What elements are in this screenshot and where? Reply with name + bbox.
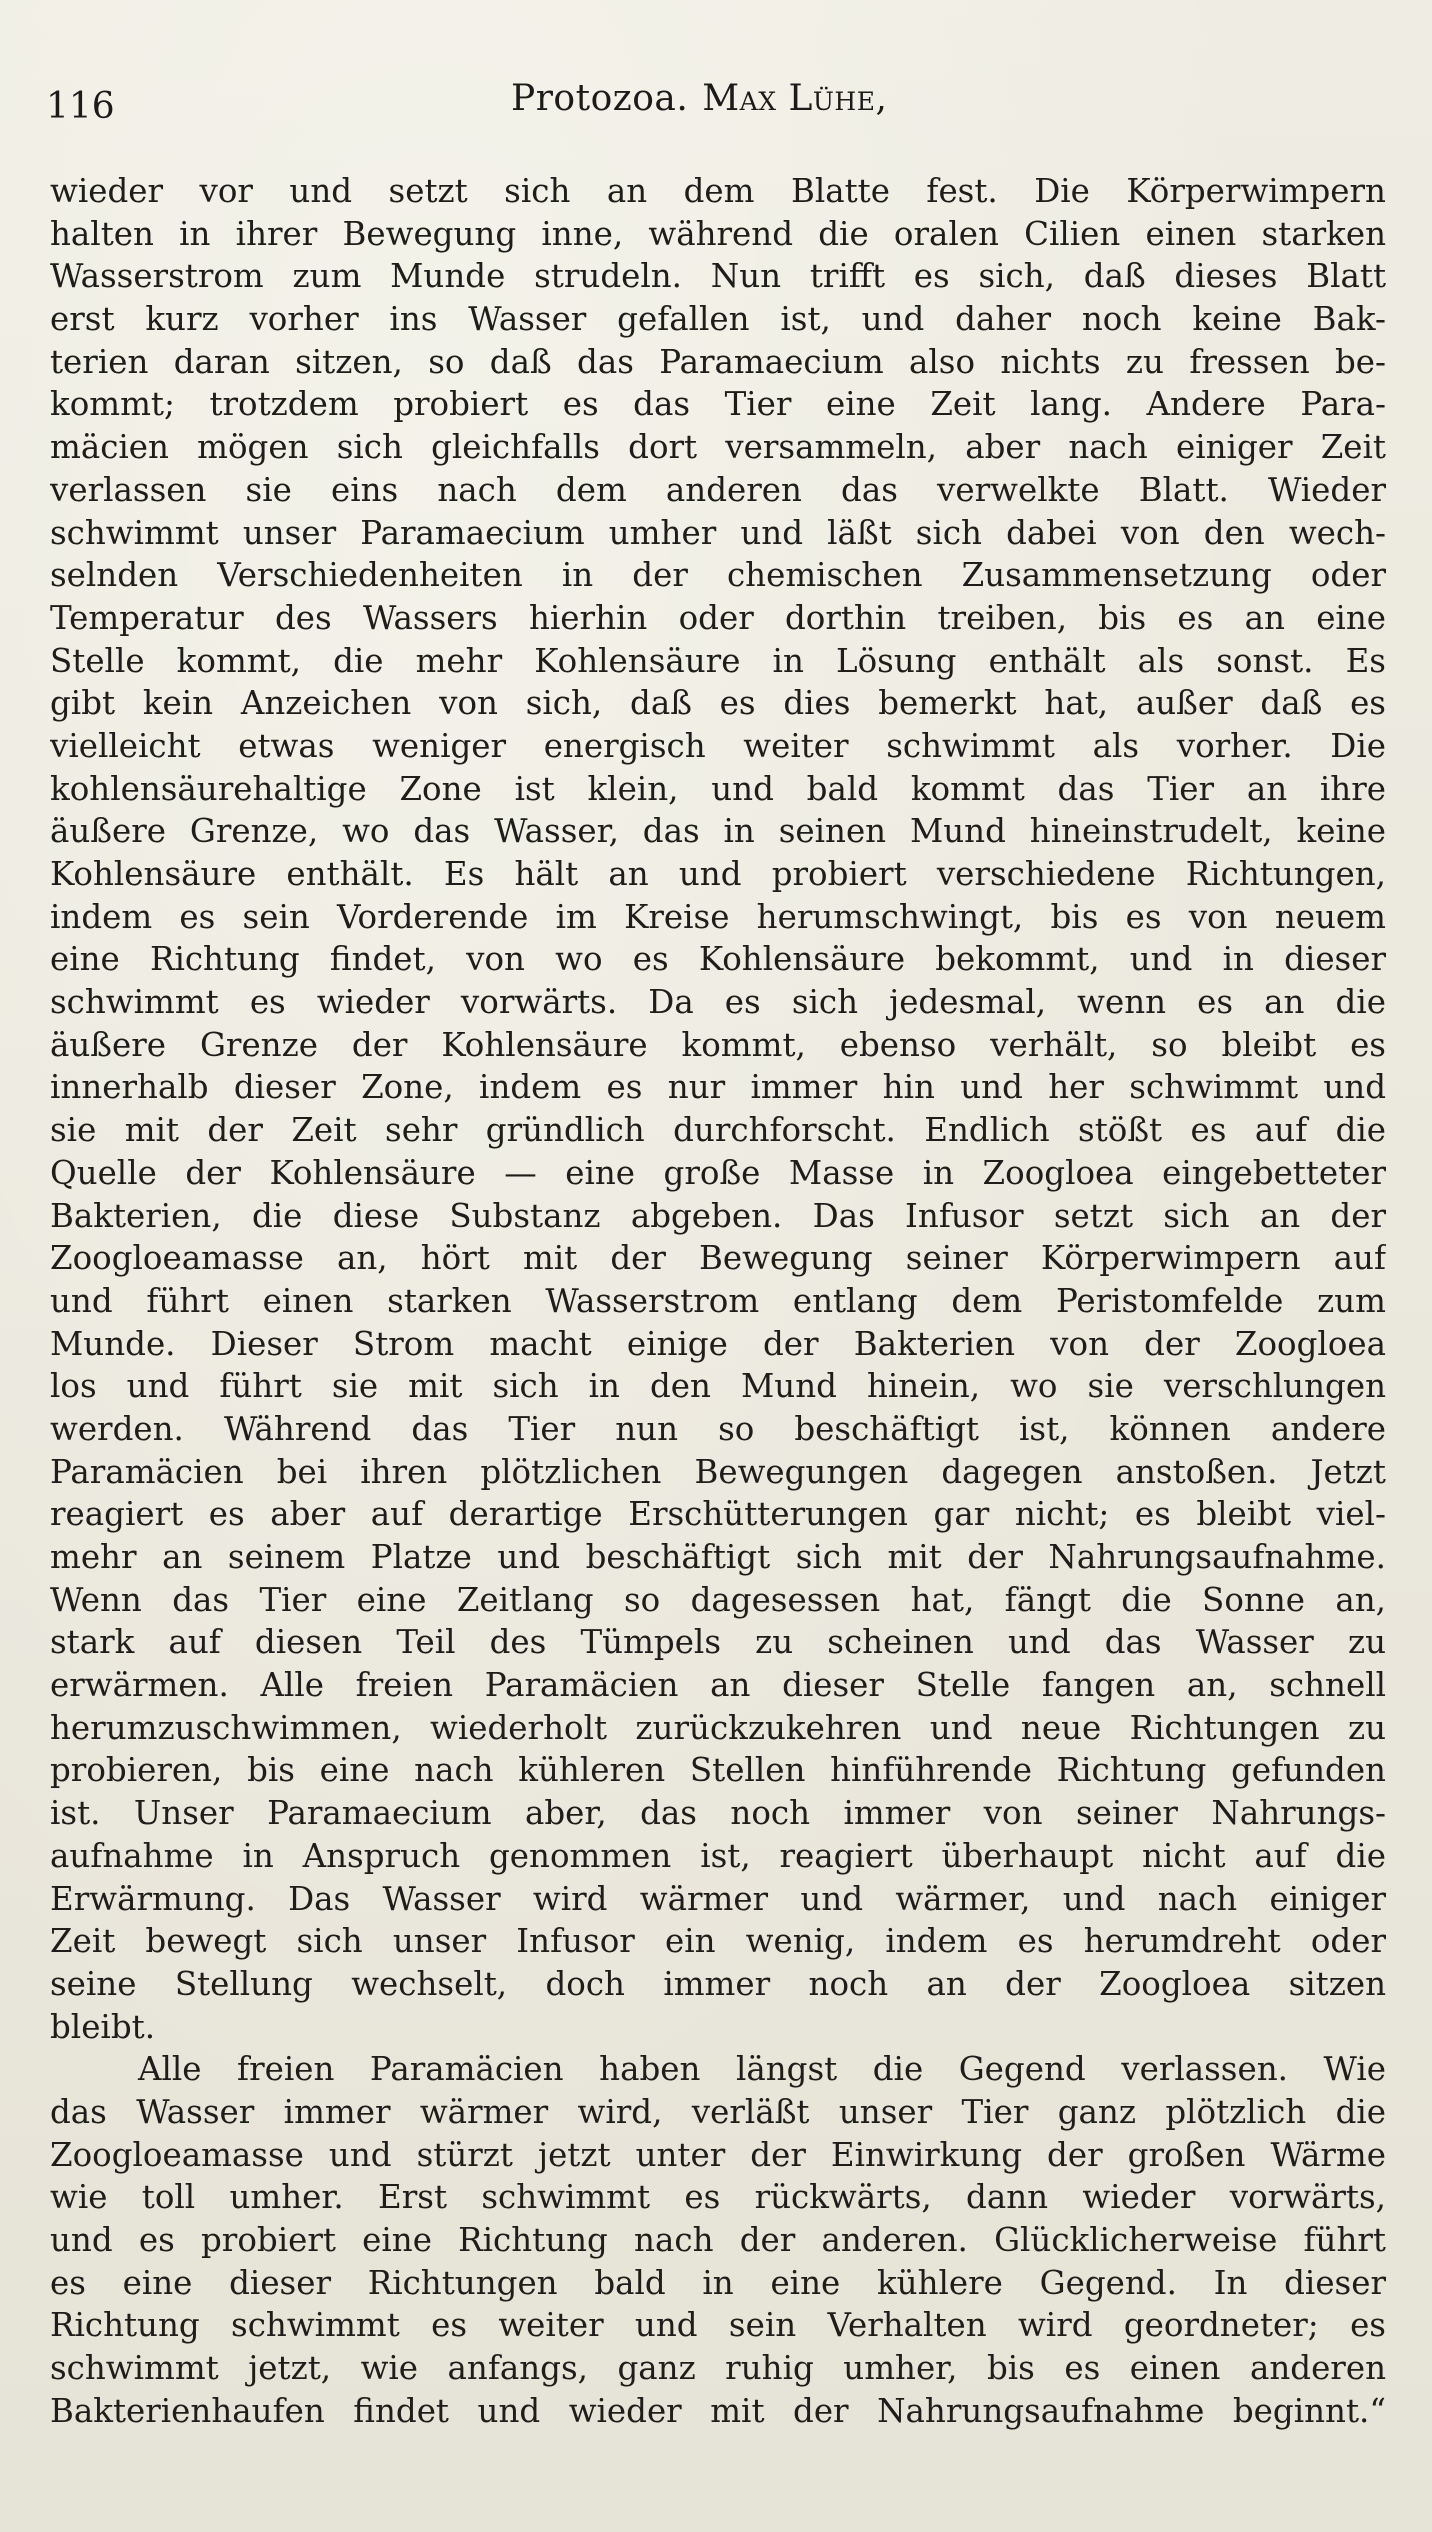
text-line: Quelle der Kohlensäure — eine große Masse in Zoogloea eingebetteter [50, 1153, 1386, 1192]
text-line: Stelle kommt, die mehr Kohlensäure in Lösung enthält als sonst. Es [50, 641, 1386, 680]
text-line: es eine dieser Richtungen bald in eine kühlere Gegend. In dieser [50, 2263, 1386, 2302]
text-line: Bakterien, die diese Substanz abgeben. Das Infusor setzt sich an der [50, 1196, 1386, 1235]
text-line: werden. Während das Tier nun so beschäftigt ist, können andere [50, 1409, 1386, 1448]
text-line: erwärmen. Alle freien Paramäcien an dieser Stelle fangen an, schnell [50, 1666, 1386, 1705]
text-line: kommt; trotzdem probiert es das Tier eine Zeit lang. Andere Para- [50, 385, 1386, 424]
text-line: sie mit der Zeit sehr gründlich durchforscht. Endlich stößt es auf die [50, 1111, 1386, 1150]
text-line: Alle freien Paramäcien haben längst die Gegend verlassen. Wie [138, 2050, 1386, 2089]
text-line: indem es sein Vorderende im Kreise herumschwingt, bis es von neuem [50, 897, 1386, 936]
text-line: Bakterienhaufen findet und wieder mit der Nahrungsaufnahme beginnt.“ [50, 2391, 1386, 2430]
text-line: äußere Grenze der Kohlensäure kommt, ebenso verhält, so bleibt es [50, 1025, 1386, 1064]
text-line: Paramäcien bei ihren plötzlichen Bewegungen dagegen anstoßen. Jetzt [50, 1452, 1386, 1491]
text-line: gibt kein Anzeichen von sich, daß es dies bemerkt hat, außer daß es [50, 684, 1386, 723]
text-line: erst kurz vorher ins Wasser gefallen ist, und daher noch keine Bak- [50, 300, 1386, 339]
running-head [511, 78, 887, 119]
text-line: Zeit bewegt sich unser Infusor ein wenig, indem es herumdreht oder [50, 1922, 1386, 1961]
text-line: und führt einen starken Wasserstrom entlang dem Peristomfelde zum [50, 1281, 1386, 1320]
text-line: Temperatur des Wassers hierhin oder dorthin treiben, bis es an eine [50, 598, 1386, 637]
text-line: Wasserstrom zum Munde strudeln. Nun trifft es sich, daß dieses Blatt [50, 257, 1386, 296]
text-line: Kohlensäure enthält. Es hält an und probiert verschiedene Richtungen, [50, 855, 1386, 893]
running-head-title: Protozoa. [511, 78, 689, 119]
text-line: Munde. Dieser Strom macht einige der Bakterien von der Zoogloea [50, 1324, 1386, 1363]
text-line: los und führt sie mit sich in den Mund hinein, wo sie verschlungen [50, 1367, 1386, 1406]
page-header [46, 78, 1386, 138]
text-line: Richtung schwimmt es weiter und sein Verhalten wird geordneter; es [50, 2306, 1386, 2345]
text-line: bleibt. [50, 2007, 156, 2046]
text-line: äußere Grenze, wo das Wasser, das in seinen Mund hineinstrudelt, keine [50, 812, 1386, 851]
text-line: selnden Verschiedenheiten in der chemischen Zusammensetzung oder [50, 556, 1386, 595]
text-line: verlassen sie eins nach dem anderen das verwelkte Blatt. Wieder [50, 470, 1386, 509]
paragraph-2 [50, 2048, 1386, 2432]
text-line: probieren, bis eine nach kühleren Stellen hinführende Richtung gefunden [50, 1751, 1386, 1790]
text-line: ist. Unser Paramaecium aber, das noch immer von seiner Nahrungs- [50, 1794, 1386, 1833]
text-line: Wenn das Tier eine Zeitlang so dagesessen hat, fängt die Sonne an, [50, 1580, 1386, 1619]
text-line: terien daran sitzen, so daß das Paramaecium also nichts zu fressen be- [50, 342, 1386, 381]
text-line: mehr an seinem Platze und beschäftigt sich mit der Nahrungsaufnahme. [50, 1538, 1386, 1576]
running-head-author: Max Lühe, [702, 78, 888, 119]
text-line: eine Richtung findet, von wo es Kohlensäure bekommt, und in dieser [50, 940, 1386, 979]
text-line: aufnahme in Anspruch genommen ist, reagiert überhaupt nicht auf die [50, 1836, 1386, 1875]
text-line: das Wasser immer wärmer wird, verläßt unser Tier ganz plötzlich die [50, 2092, 1386, 2131]
text-line: innerhalb dieser Zone, indem es nur immer hin und her schwimmt und [50, 1068, 1386, 1107]
body-text [50, 170, 1386, 2432]
text-line: kohlensäurehaltige Zone ist klein, und bald kommt das Tier an ihre [50, 769, 1386, 808]
text-line: mäcien mögen sich gleichfalls dort versammeln, aber nach einiger Zeit [50, 428, 1386, 467]
text-line: vielleicht etwas weniger energisch weiter schwimmt als vorher. Die [50, 726, 1386, 765]
text-line: und es probiert eine Richtung nach der anderen. Glücklicherweise führt [50, 2221, 1386, 2259]
text-line: halten in ihrer Bewegung inne, während die oralen Cilien einen starken [50, 214, 1386, 253]
page-number: 116 [46, 86, 115, 127]
text-line: Zoogloeamasse und stürzt jetzt unter der Einwirkung der großen Wärme [50, 2135, 1386, 2174]
text-line: stark auf diesen Teil des Tümpels zu scheinen und das Wasser zu [50, 1623, 1386, 1662]
text-line: wieder vor und setzt sich an dem Blatte fest. Die Körperwimpern [50, 172, 1386, 210]
text-line: seine Stellung wechselt, doch immer noch an der Zoogloea sitzen [50, 1964, 1386, 2003]
text-line: Erwärmung. Das Wasser wird wärmer und wärmer, und nach einiger [50, 1879, 1386, 1918]
text-line: wie toll umher. Erst schwimmt es rückwärts, dann wieder vorwärts, [50, 2178, 1386, 2217]
text-line: reagiert es aber auf derartige Erschütterungen gar nicht; es bleibt viel- [50, 1495, 1386, 1534]
text-line: schwimmt jetzt, wie anfangs, ganz ruhig umher, bis es einen anderen [50, 2349, 1386, 2388]
text-line: schwimmt unser Paramaecium umher und läßt sich dabei von den wech- [50, 513, 1386, 552]
text-line: herumzuschwimmen, wiederholt zurückzukehren und neue Richtungen zu [50, 1708, 1386, 1747]
text-line: Zoogloeamasse an, hört mit der Bewegung seiner Körperwimpern auf [50, 1239, 1386, 1278]
paragraph-1 [50, 170, 1386, 2048]
text-line: schwimmt es wieder vorwärts. Da es sich jedesmal, wenn es an die [50, 983, 1386, 1022]
